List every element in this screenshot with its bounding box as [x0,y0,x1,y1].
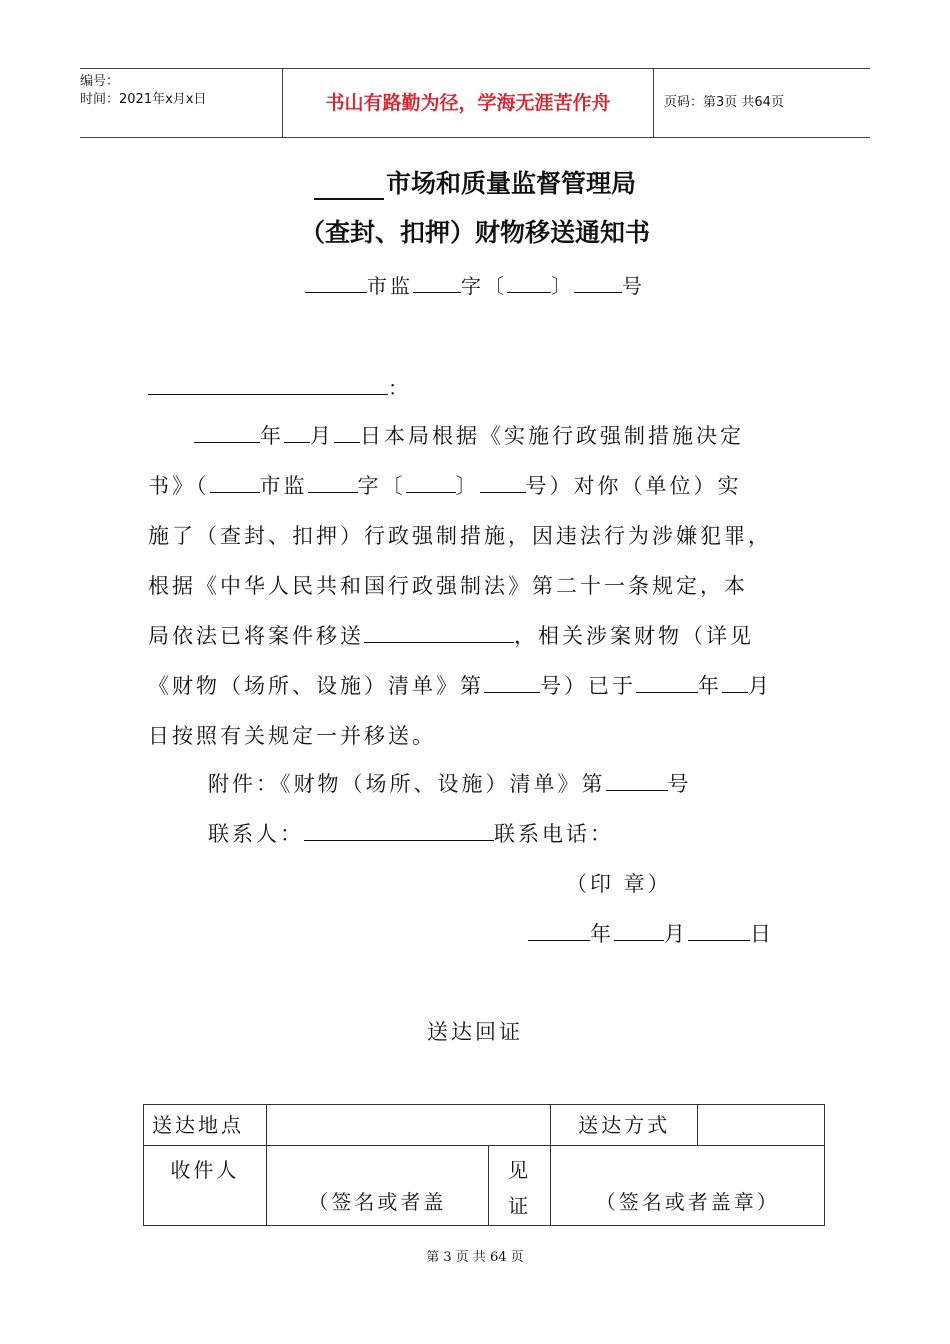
document-number: 市监 字〔 〕 号 [0,270,950,299]
receipt-table [143,1104,825,1226]
address-label: 送达地点 [144,1105,267,1146]
body-line-2: 书》（ 市监 字〔 〕 号）对你（单位）实 [148,474,742,498]
page-footer: 第 3 页 共 64 页 [426,1250,524,1265]
time-label: 时间：2021年x月x日 [80,92,207,107]
title-line-1 [0,164,950,200]
address-value[interactable] [266,1105,551,1146]
header-page-info: 页码：第3页 共64页 [664,95,784,110]
body-line-4: 根据《中华人民共和国行政强制法》第二十一条规定，本 [148,574,748,598]
number-label: 编号： [80,74,120,89]
method-label: 送达方式 [551,1105,698,1146]
body-line-7: 日按照有关规定一并移送。 [148,724,436,748]
contact-line: 联系人： 联系电话： [208,822,614,846]
title-line-2: （查封、扣押）财物移送通知书 [299,218,650,247]
seal-label: （印 章） [566,872,672,896]
body-line-3: 施了（查封、扣押）行政强制措施，因违法行为涉嫌犯罪， [148,524,772,548]
addressee-line: ： [148,372,408,401]
agency-blank [314,174,384,200]
header-meta [80,69,282,141]
header-motto: 书山有路勤为径，学海无涯苦作舟 [282,69,654,137]
method-value[interactable] [698,1105,825,1146]
receipt-title: 送达回证 [427,1020,523,1044]
recipient-sign[interactable]: （签名或者盖 [266,1146,488,1226]
witness-sign[interactable]: （签名或者盖章） [551,1146,825,1226]
document-header [80,68,870,138]
attachment-line: 附件：《财物（场所、设施）清单》第 号 [208,772,692,796]
body-line-1: 年 月 日本局根据《实施行政强制措施决定 [194,420,744,450]
signature-date: 年 月 日 [528,918,774,948]
witness-label: 见 证 [488,1146,550,1226]
body-line-5: 局依法已将案件移送 ，相关涉案财物（详见 [148,624,754,648]
body-line-6: 《财物（场所、设施）清单》第 号）已于 年 月 [148,674,772,698]
title-text-1: 市场和质量监督管理局 [385,169,636,198]
recipient-label: 收件人 [144,1146,267,1226]
